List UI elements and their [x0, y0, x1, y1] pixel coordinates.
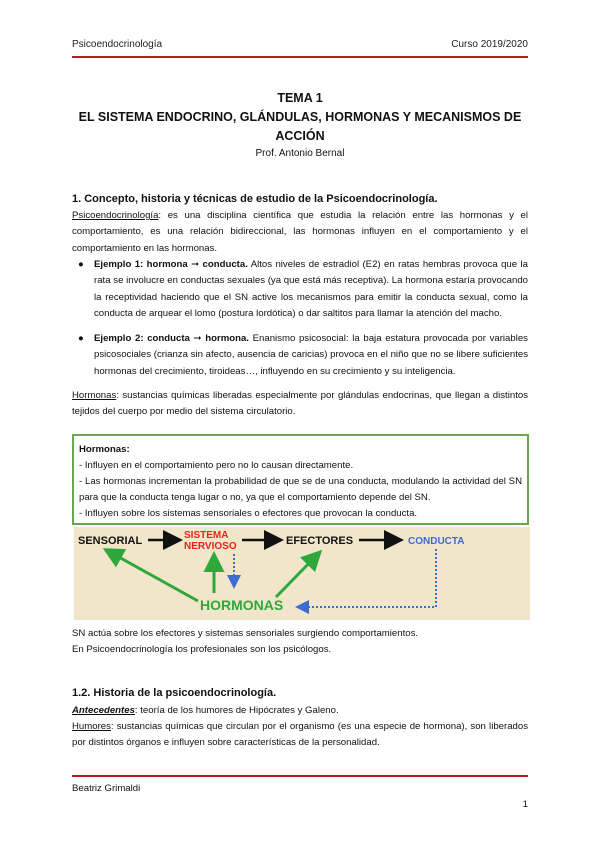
- arrow-hormonas-to-sensorial: [108, 551, 198, 601]
- hormonas-term: Hormonas: [72, 390, 117, 401]
- hormonas-paragraph: [72, 388, 528, 421]
- diagram-nervioso: NERVIOSO: [184, 541, 237, 552]
- bullet-2-bold: Ejemplo 2: conducta ➞ hormona.: [94, 333, 249, 344]
- diagram-sensorial: SENSORIAL: [78, 535, 143, 547]
- profesionales-line: En Psicoendocrinología los profesionales son los psicólogos.: [72, 644, 332, 655]
- humores-paragraph: [72, 719, 528, 752]
- section-1-2-heading: 1.2. Historia de la psicoendocrinología.: [72, 687, 277, 699]
- bullet-example-2: [78, 331, 528, 380]
- diagram-efectores: EFECTORES: [286, 535, 354, 547]
- definition-term: Psicoendocrinología: [72, 210, 159, 221]
- diagram-sistema: SISTEMA: [184, 530, 229, 541]
- bullet-dot-icon: ●: [78, 333, 84, 344]
- section-heading: 1. Concepto, historia y técnicas de estudio de la Psicoendocrinología.: [72, 193, 438, 205]
- arrow-hormonas-to-efectores: [276, 554, 318, 597]
- diagram-conducta: CONDUCTA: [408, 536, 465, 547]
- humores-text: : sustancias químicas que circulan por el organismo (es una especie de hormona), son liberados por distintos órganos e influyen sobre características de la personalidad.: [72, 721, 528, 749]
- bullet-1-text: Altos niveles de estradiol (E2) en ratas hembras provoca que la rata se involucre en conductas sexuales (ya que está más receptiva). La hormona estaría provocando la receptividad haciendo que el SN active los mecanismos para emitir la conducta sexual, como la conducta de arquear el lomo (postura lordótica) o dar saltitos para llamar la atención del macho.: [94, 259, 528, 320]
- box-line-3: - Influyen sobre los sistemas sensoriales o efectores que provocan la conducta.: [79, 508, 418, 519]
- header-course-year: Curso 2019/2020: [451, 39, 528, 50]
- box-line-1: - Influyen en el comportamiento pero no lo causan directamente.: [79, 460, 354, 471]
- footer-author: Beatriz Grimaldi: [72, 783, 141, 794]
- bullet-example-1: [78, 257, 528, 323]
- box-line-2: - Las hormonas incrementan la probabilidad de que se de una conducta, modulando la actividad del SN para que la conducta tenga lugar o no, ya que el comportamiento depende del SN.: [79, 476, 522, 503]
- bullet-2-text: Enanismo psicosocial: la baja estatura provocada por variables psicosociales (crianza sin afecto, ausencia de caricias) provoca en el niño que no se libere suficientes hormonas del crecimiento, tiroideas…, influyendo en su crecimiento y su inteligencia.: [94, 333, 528, 377]
- author-line: Prof. Antonio Bernal: [255, 148, 345, 159]
- footer-rule: [72, 775, 528, 777]
- title-line: EL SISTEMA ENDOCRINO, GLÁNDULAS, HORMONAS Y MECANISMOS DE: [78, 110, 522, 124]
- humores-term: Humores: [72, 721, 111, 732]
- arrow-conducta-to-hormonas: [299, 549, 436, 607]
- diagram-hormonas: HORMONAS: [200, 597, 284, 613]
- sn-line: SN actúa sobre los efectores y sistemas sensoriales surgiendo comportamientos.: [72, 628, 419, 639]
- antecedentes-term: Antecedentes: [72, 705, 135, 716]
- page-number: 1: [522, 799, 528, 810]
- hormonas-box: [72, 434, 529, 525]
- hormonas-text: : sustancias químicas liberadas especialmente por glándulas endocrinas, que llegan a distintos tejidos del cuerpo por medio del sistema circulatorio.: [72, 390, 528, 418]
- header-rule: [72, 56, 528, 58]
- box-title: Hormonas:: [79, 444, 130, 455]
- diagram-svg: [74, 527, 530, 620]
- bullet-dot-icon: ●: [78, 259, 84, 270]
- hormone-behavior-diagram: [74, 527, 530, 620]
- antecedentes-paragraph: [72, 703, 528, 719]
- definition-paragraph: [72, 208, 528, 257]
- bullet-1-bold: Ejemplo 1: hormona ➞ conducta.: [94, 259, 248, 270]
- title-line-2: ACCIÓN: [275, 129, 325, 143]
- title-tema: TEMA 1: [277, 91, 323, 105]
- header-course-title: Psicoendocrinología: [72, 39, 163, 50]
- antecedentes-text: : teoría de los humores de Hipócrates y Galeno.: [134, 705, 339, 716]
- definition-text: : es una disciplina científica que estudia la relación entre las hormonas y el comportamiento, es una relación bidireccional, las hormonas influyen en el comportamiento y el comportamiento en las hormonas.: [72, 210, 528, 254]
